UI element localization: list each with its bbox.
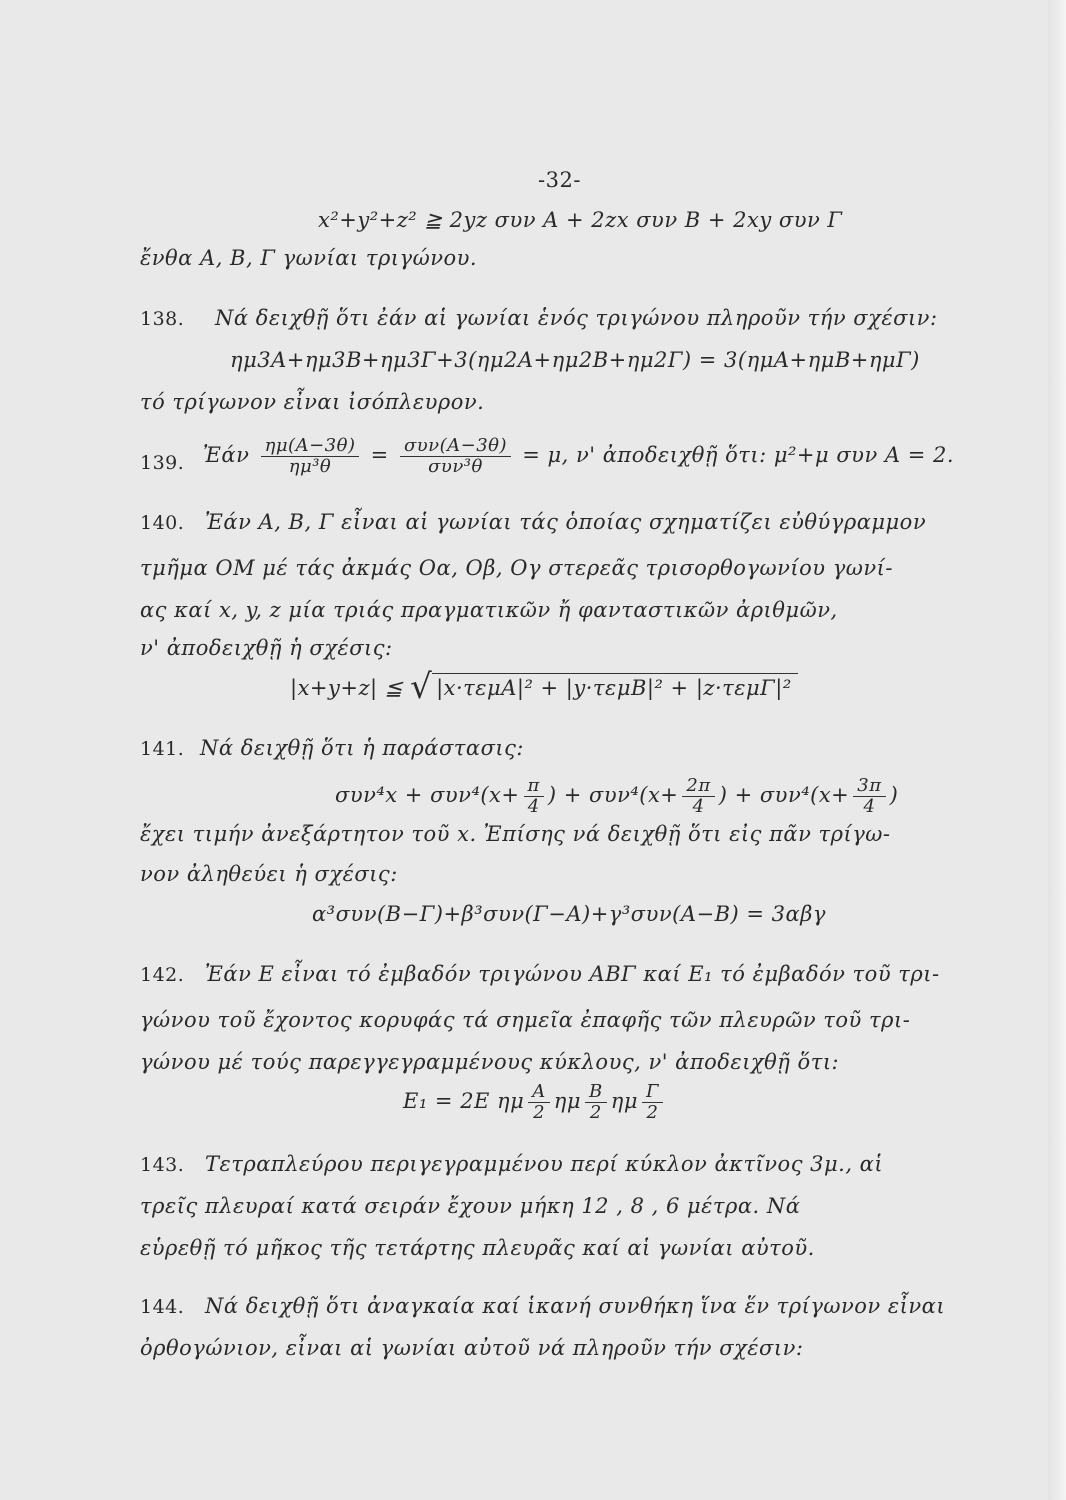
problem-141-formula xyxy=(335,776,898,817)
page-edge xyxy=(1048,0,1066,1500)
problem-139-tail: = μ, ν' ἀποδειχθῇ ὅτι: μ²+μ συν A = 2. xyxy=(522,443,955,467)
problem-140-line3: ας καί x, y, z μία τριάς πραγματικῶν ἤ φανταστικῶν ἀριθμῶν, xyxy=(140,598,838,622)
problem-141-line1: Νά δειχθῇ ὅτι ἡ παράστασις: xyxy=(200,736,524,760)
formula-part: ) + συν⁴(x+ xyxy=(718,783,850,807)
formula-part: E₁ = 2E ημ xyxy=(403,1089,525,1113)
fraction-numerator: συν(A−3θ) xyxy=(400,436,511,457)
problem-138-line1: Νά δειχθῇ ὅτι ἐάν αἱ γωνίαι ἑνός τριγώνου πληροῦν τήν σχέσιν: xyxy=(215,306,938,330)
problem-number-141: 141. xyxy=(140,738,185,760)
fraction-numerator: Γ xyxy=(642,1082,663,1103)
fraction xyxy=(585,1082,607,1123)
intro-text: ἔνθα A, B, Γ γωνίαι τριγώνου. xyxy=(140,246,478,270)
problem-138-formula: ημ3A+ημ3B+ημ3Γ+3(ημ2A+ημ2B+ημ2Γ) = 3(ημA+ημB+ημΓ) xyxy=(230,348,920,372)
radicand: |x·τεμA|² + |y·τεμB|² + |z·τεμΓ|² xyxy=(432,673,798,700)
problem-142-line2: γώνου τοῦ ἔχοντος κορυφάς τά σημεῖα ἐπαφῆς τῶν πλευρῶν τοῦ τρι- xyxy=(140,1008,911,1032)
problem-number-138: 138. xyxy=(140,308,185,330)
problem-number-140: 140. xyxy=(140,512,185,534)
formula-part: ) xyxy=(889,783,899,807)
problem-144-line2: ὀρθογώνιον, εἶναι αἱ γωνίαι αὐτοῦ νά πληροῦν τήν σχέσιν: xyxy=(140,1336,804,1360)
formula-part: ημ xyxy=(610,1089,638,1113)
problem-143-line3: εὑρεθῇ τό μῆκος τῆς τετάρτης πλευρᾶς καί αἱ γωνίαι αὐτοῦ. xyxy=(140,1236,815,1260)
fraction-denominator: 4 xyxy=(863,796,876,817)
fraction-numerator: 3π xyxy=(853,776,885,797)
problem-141-line3: νον ἀληθεύει ἡ σχέσις: xyxy=(140,862,398,886)
problem-number-144: 144. xyxy=(140,1296,185,1318)
fraction xyxy=(642,1082,663,1123)
page-number: -32- xyxy=(538,168,581,192)
intro-formula: x²+y²+z² ≧ 2yz συν A + 2zx συν B + 2xy συν Γ xyxy=(318,208,843,232)
fraction-denominator: 2 xyxy=(533,1102,546,1123)
fraction-denominator: 2 xyxy=(589,1102,602,1123)
problem-140-line1: Ἐάν A, B, Γ εἶναι αἱ γωνίαι τάς ὁποίας σχηματίζει εὐθύγραμμον xyxy=(205,510,927,534)
problem-143-line1: Τετραπλεύρου περιγεγραμμένου περί κύκλον ἀκτῖνος 3μ., αἱ xyxy=(205,1152,884,1176)
problem-140-line2: τμῆμα OM μέ τάς ἀκμάς Oα, Oβ, Oγ στερεᾶς τρισορθογωνίου γωνί- xyxy=(140,556,893,580)
radical-sign-icon: √ xyxy=(410,667,433,707)
square-root xyxy=(410,667,798,707)
problem-140-formula xyxy=(290,667,798,707)
problem-142-line1: Ἐάν E εἶναι τό ἐμβαδόν τριγώνου ABΓ καί E₁ τό ἐμβαδόν τοῦ τρι- xyxy=(205,962,940,986)
problem-number-143: 143. xyxy=(140,1154,185,1176)
fraction-numerator: π xyxy=(524,776,544,797)
fraction xyxy=(261,436,360,477)
fraction-denominator: συν³θ xyxy=(428,456,483,477)
fraction-denominator: ημ³θ xyxy=(288,456,332,477)
fraction-numerator: A xyxy=(528,1082,550,1103)
formula-left: |x+y+z| ≦ xyxy=(290,676,403,700)
problem-number-139: 139. xyxy=(140,452,185,474)
problem-number-142: 142. xyxy=(140,964,185,986)
fraction xyxy=(400,436,511,477)
problem-140-line4: ν' ἀποδειχθῇ ἡ σχέσις: xyxy=(140,636,393,660)
formula-part: ) + συν⁴(x+ xyxy=(547,783,679,807)
fraction-numerator: 2π xyxy=(682,776,714,797)
problem-141-line2: ἔχει τιμήν ἀνεξάρτητον τοῦ x. Ἐπίσης νά δειχθῇ ὅτι εἰς πᾶν τρίγω- xyxy=(140,822,891,846)
problem-141-formula2: α³συν(B−Γ)+β³συν(Γ−A)+γ³συν(A−B) = 3αβγ xyxy=(312,902,826,926)
formula-part: ημ xyxy=(553,1089,582,1113)
problem-143-line2: τρεῖς πλευραί κατά σειράν ἔχουν μήκη 12 , 8 , 6 μέτρα. Νά xyxy=(140,1194,801,1218)
fraction xyxy=(528,1082,550,1123)
equals-sign: = xyxy=(370,443,389,467)
fraction xyxy=(682,776,714,817)
problem-139-lead: Ἐάν xyxy=(203,443,250,467)
fraction-numerator: B xyxy=(585,1082,607,1103)
problem-138-line2: τό τρίγωνον εἶναι ἰσόπλευρον. xyxy=(140,390,485,414)
formula-part: συν⁴x + συν⁴(x+ xyxy=(335,783,520,807)
fraction-denominator: 4 xyxy=(527,796,540,817)
fraction xyxy=(853,776,885,817)
problem-144-line1: Νά δειχθῇ ὅτι ἀναγκαία καί ἱκανή συνθήκη ἵνα ἕν τρίγωνον εἶναι xyxy=(205,1294,946,1318)
problem-142-formula xyxy=(403,1082,667,1123)
fraction-denominator: 2 xyxy=(646,1102,659,1123)
problem-142-line3: γώνου μέ τούς παρεγγεγραμμένους κύκλους, ν' ἀποδειχθῇ ὅτι: xyxy=(140,1050,840,1074)
fraction-numerator: ημ(A−3θ) xyxy=(261,436,360,457)
problem-139-formula xyxy=(203,436,954,477)
fraction xyxy=(524,776,544,817)
fraction-denominator: 4 xyxy=(692,796,705,817)
